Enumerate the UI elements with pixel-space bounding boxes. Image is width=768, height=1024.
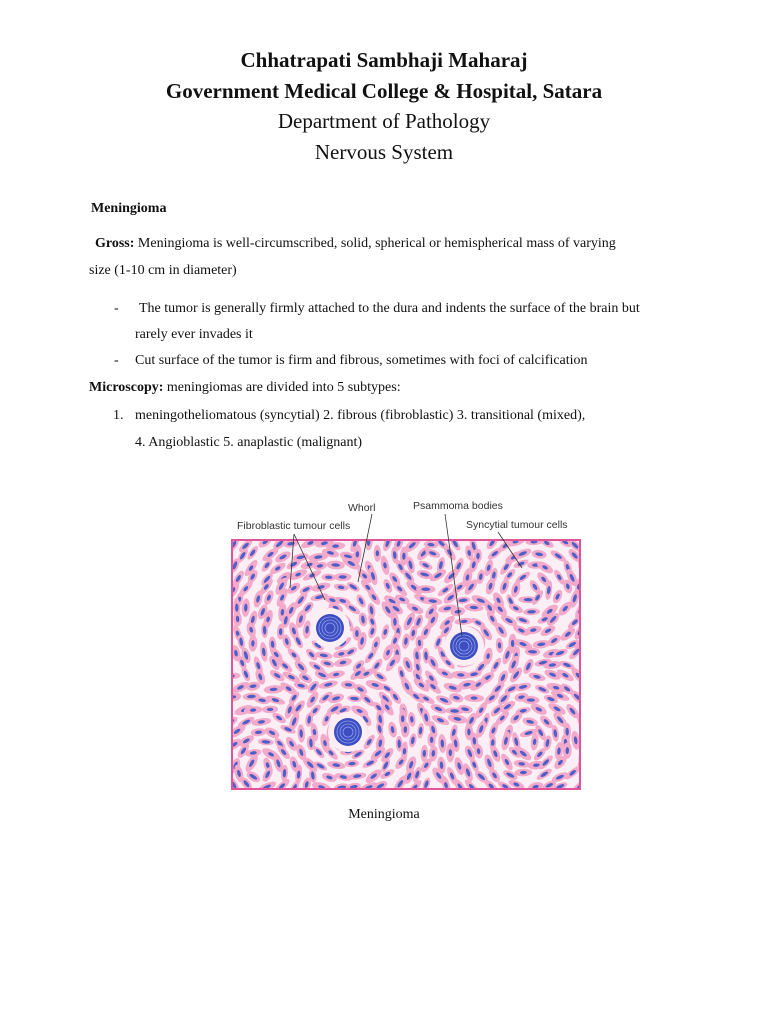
- meningioma-histology-figure: [230, 500, 590, 796]
- bullet-marker: -: [114, 353, 119, 368]
- cell-nucleus: [586, 616, 590, 623]
- microscopy-label: Microscopy:: [89, 380, 164, 395]
- psammoma-body: [328, 712, 368, 752]
- gross-paragraph-line1: [95, 235, 616, 253]
- institution-name-line2: Government Medical College & Hospital, Satara: [165, 79, 603, 103]
- bullet-2-line1: Cut surface of the tumor is firm and fibrous, sometimes with foci of calcification: [135, 353, 588, 368]
- cell-nucleus: [584, 703, 590, 712]
- cell-nucleus: [582, 769, 588, 777]
- label-fibroblastic-cells: Fibroblastic tumour cells: [237, 520, 351, 532]
- department-title: Department of Pathology: [277, 109, 491, 133]
- list-number: 1.: [113, 408, 124, 423]
- cell-nucleus: [582, 573, 587, 582]
- institution-name-line1: Chhatrapati Sambhaji Maharaj: [240, 48, 528, 72]
- cell-cytoplasm: [581, 656, 590, 673]
- label-psammoma-bodies: Psammoma bodies: [413, 500, 503, 512]
- label-whorl: Whorl: [348, 502, 376, 514]
- tumour-cell: [334, 573, 351, 581]
- tumour-cell: [582, 610, 590, 630]
- cell-nucleus: [581, 595, 587, 604]
- bullet-1-line2: rarely ever invades it: [135, 327, 253, 342]
- label-syncytial-cells: Syncytial tumour cells: [466, 519, 568, 531]
- tumour-cell: [582, 721, 590, 739]
- psammoma-core: [316, 614, 344, 642]
- cell-nucleus: [581, 751, 586, 759]
- figure-caption: Meningioma: [348, 807, 420, 822]
- tumour-cell: [581, 656, 590, 673]
- cell-nucleus: [449, 749, 452, 756]
- cell-nucleus: [339, 575, 347, 578]
- gross-paragraph-line2: size (1-10 cm in diameter): [89, 263, 237, 278]
- psammoma-core: [450, 632, 478, 660]
- microscopy-text: meningiomas are divided into 5 subtypes:: [163, 380, 401, 395]
- tumour-cell: [446, 743, 454, 762]
- topic-title: Nervous System: [314, 140, 454, 164]
- psammoma-body: [444, 626, 484, 666]
- bullet-1-line1: The tumor is generally firmly attached to the dura and indents the surface of the brain but: [139, 301, 640, 316]
- psammoma-body: [310, 608, 350, 648]
- cell-nucleus: [582, 686, 590, 694]
- cell-nucleus: [585, 725, 590, 734]
- histology-illustration: [230, 500, 590, 796]
- section-title: Meningioma: [91, 201, 167, 216]
- gross-text: Meningioma is well-circumscribed, solid, spherical or hemispherical mass of varying: [134, 236, 616, 251]
- bullet-marker: -: [114, 301, 119, 316]
- microscopy-paragraph: [89, 379, 401, 397]
- subtypes-line1: meningotheliomatous (syncytial) 2. fibrous (fibroblastic) 3. transitional (mixed),: [135, 408, 586, 423]
- gross-label: Gross:: [95, 236, 135, 251]
- cell-nucleus: [586, 661, 590, 668]
- cell-cytoplasm: [582, 721, 590, 739]
- cell-cytoplasm: [582, 610, 590, 630]
- subtypes-line2: 4. Angioblastic 5. anaplastic (malignant): [135, 435, 363, 450]
- psammoma-core: [334, 718, 362, 746]
